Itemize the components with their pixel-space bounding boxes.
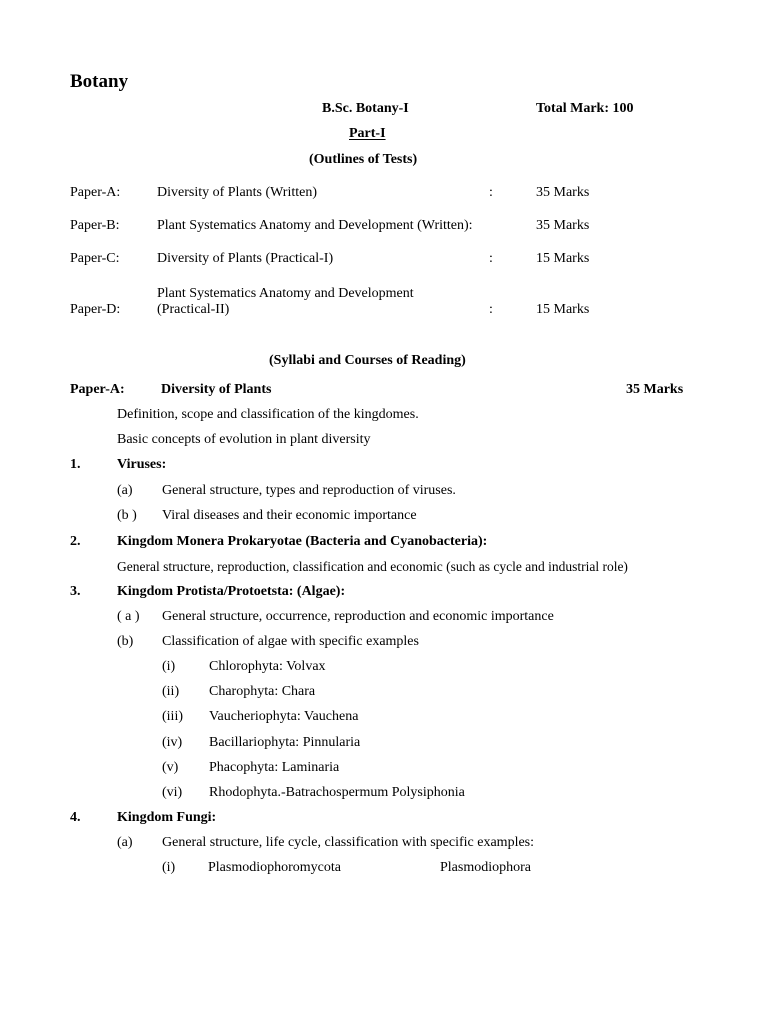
subitem-text: Phacophyta: Laminaria (209, 760, 340, 775)
outline-marks: 35 Marks (536, 218, 590, 233)
section-number: 3. (70, 584, 81, 599)
outline-title: Plant Systematics Anatomy and Development (157, 286, 414, 301)
item-text: General structure, occurrence, reproduction and economic importance (162, 609, 554, 624)
item-text: Classification of algae with specific examples (162, 634, 419, 649)
paper-a-title: Diversity of Plants (161, 382, 272, 397)
section-number: 1. (70, 457, 81, 472)
outline-colon: : (489, 185, 493, 200)
outline-title-line2: (Practical-II) (157, 302, 230, 317)
outline-paper: Paper-B: (70, 218, 120, 233)
subitem-label: (iv) (162, 735, 183, 750)
item-text: General structure, types and reproduction of viruses. (162, 483, 456, 498)
outline-marks: 15 Marks (536, 251, 590, 266)
section-title: Kingdom Monera Prokaryotae (Bacteria and Cyanobacteria): (117, 534, 488, 549)
outline-title: Diversity of Plants (Written) (157, 185, 318, 200)
item-label: (a) (117, 835, 133, 850)
subitem-text: Plasmodiophoromycota (208, 860, 341, 875)
outlines-heading: (Outlines of Tests) (309, 152, 418, 167)
total-mark: Total Mark: 100 (536, 101, 634, 116)
outline-colon: : (489, 302, 493, 317)
syllabi-heading: (Syllabi and Courses of Reading) (269, 353, 466, 368)
subitem-text: Chlorophyta: Volvax (209, 659, 326, 674)
section-title: Kingdom Protista/Protoetsta: (Algae): (117, 584, 346, 599)
subitem-label: (i) (162, 659, 176, 674)
paper-a-label: Paper-A: (70, 382, 125, 397)
outline-paper: Paper-A: (70, 185, 121, 200)
subitem-text: Charophyta: Chara (209, 684, 316, 699)
section-title: Viruses: (117, 457, 167, 472)
outline-marks: 15 Marks (536, 302, 590, 317)
item-label: ( a ) (117, 609, 140, 624)
section-number: 4. (70, 810, 81, 825)
item-label: (b ) (117, 508, 137, 523)
intro-line: Basic concepts of evolution in plant diversity (117, 432, 371, 447)
subitem-label: (vi) (162, 785, 183, 800)
subitem-text: Bacillariophyta: Pinnularia (209, 735, 361, 750)
outline-title: Diversity of Plants (Practical-I) (157, 251, 334, 266)
subitem-label: (iii) (162, 709, 183, 724)
outline-colon: : (489, 251, 493, 266)
subitem-label: (v) (162, 760, 179, 775)
item-label: (a) (117, 483, 133, 498)
outline-marks: 35 Marks (536, 185, 590, 200)
intro-line: Definition, scope and classification of the kingdomes. (117, 407, 419, 422)
section-text: General structure, reproduction, classification and economic (such as cycle and industrial role) (117, 559, 628, 574)
item-text: General structure, life cycle, classification with specific examples: (162, 835, 535, 850)
subitem-text: Vaucheriophyta: Vauchena (209, 709, 359, 724)
page-title: Botany (70, 71, 129, 92)
subitem-text: Rhodophyta.-Batrachospermum Polysiphonia (209, 785, 465, 800)
section-number: 2. (70, 534, 81, 549)
item-text: Viral diseases and their economic importance (162, 508, 417, 523)
outline-paper: Paper-C: (70, 251, 120, 266)
section-title: Kingdom Fungi: (117, 810, 217, 825)
paper-a-marks: 35 Marks (626, 382, 684, 397)
subitem-label: (i) (162, 860, 176, 875)
subitem-label: (ii) (162, 684, 180, 699)
item-label: (b) (117, 634, 134, 649)
subitem-example: Plasmodiophora (440, 860, 531, 875)
outline-title: Plant Systematics Anatomy and Development (Written): (157, 218, 473, 233)
outline-paper: Paper-D: (70, 302, 121, 317)
part-heading: Part-I (349, 126, 386, 141)
course-title: B.Sc. Botany-I (322, 101, 409, 116)
